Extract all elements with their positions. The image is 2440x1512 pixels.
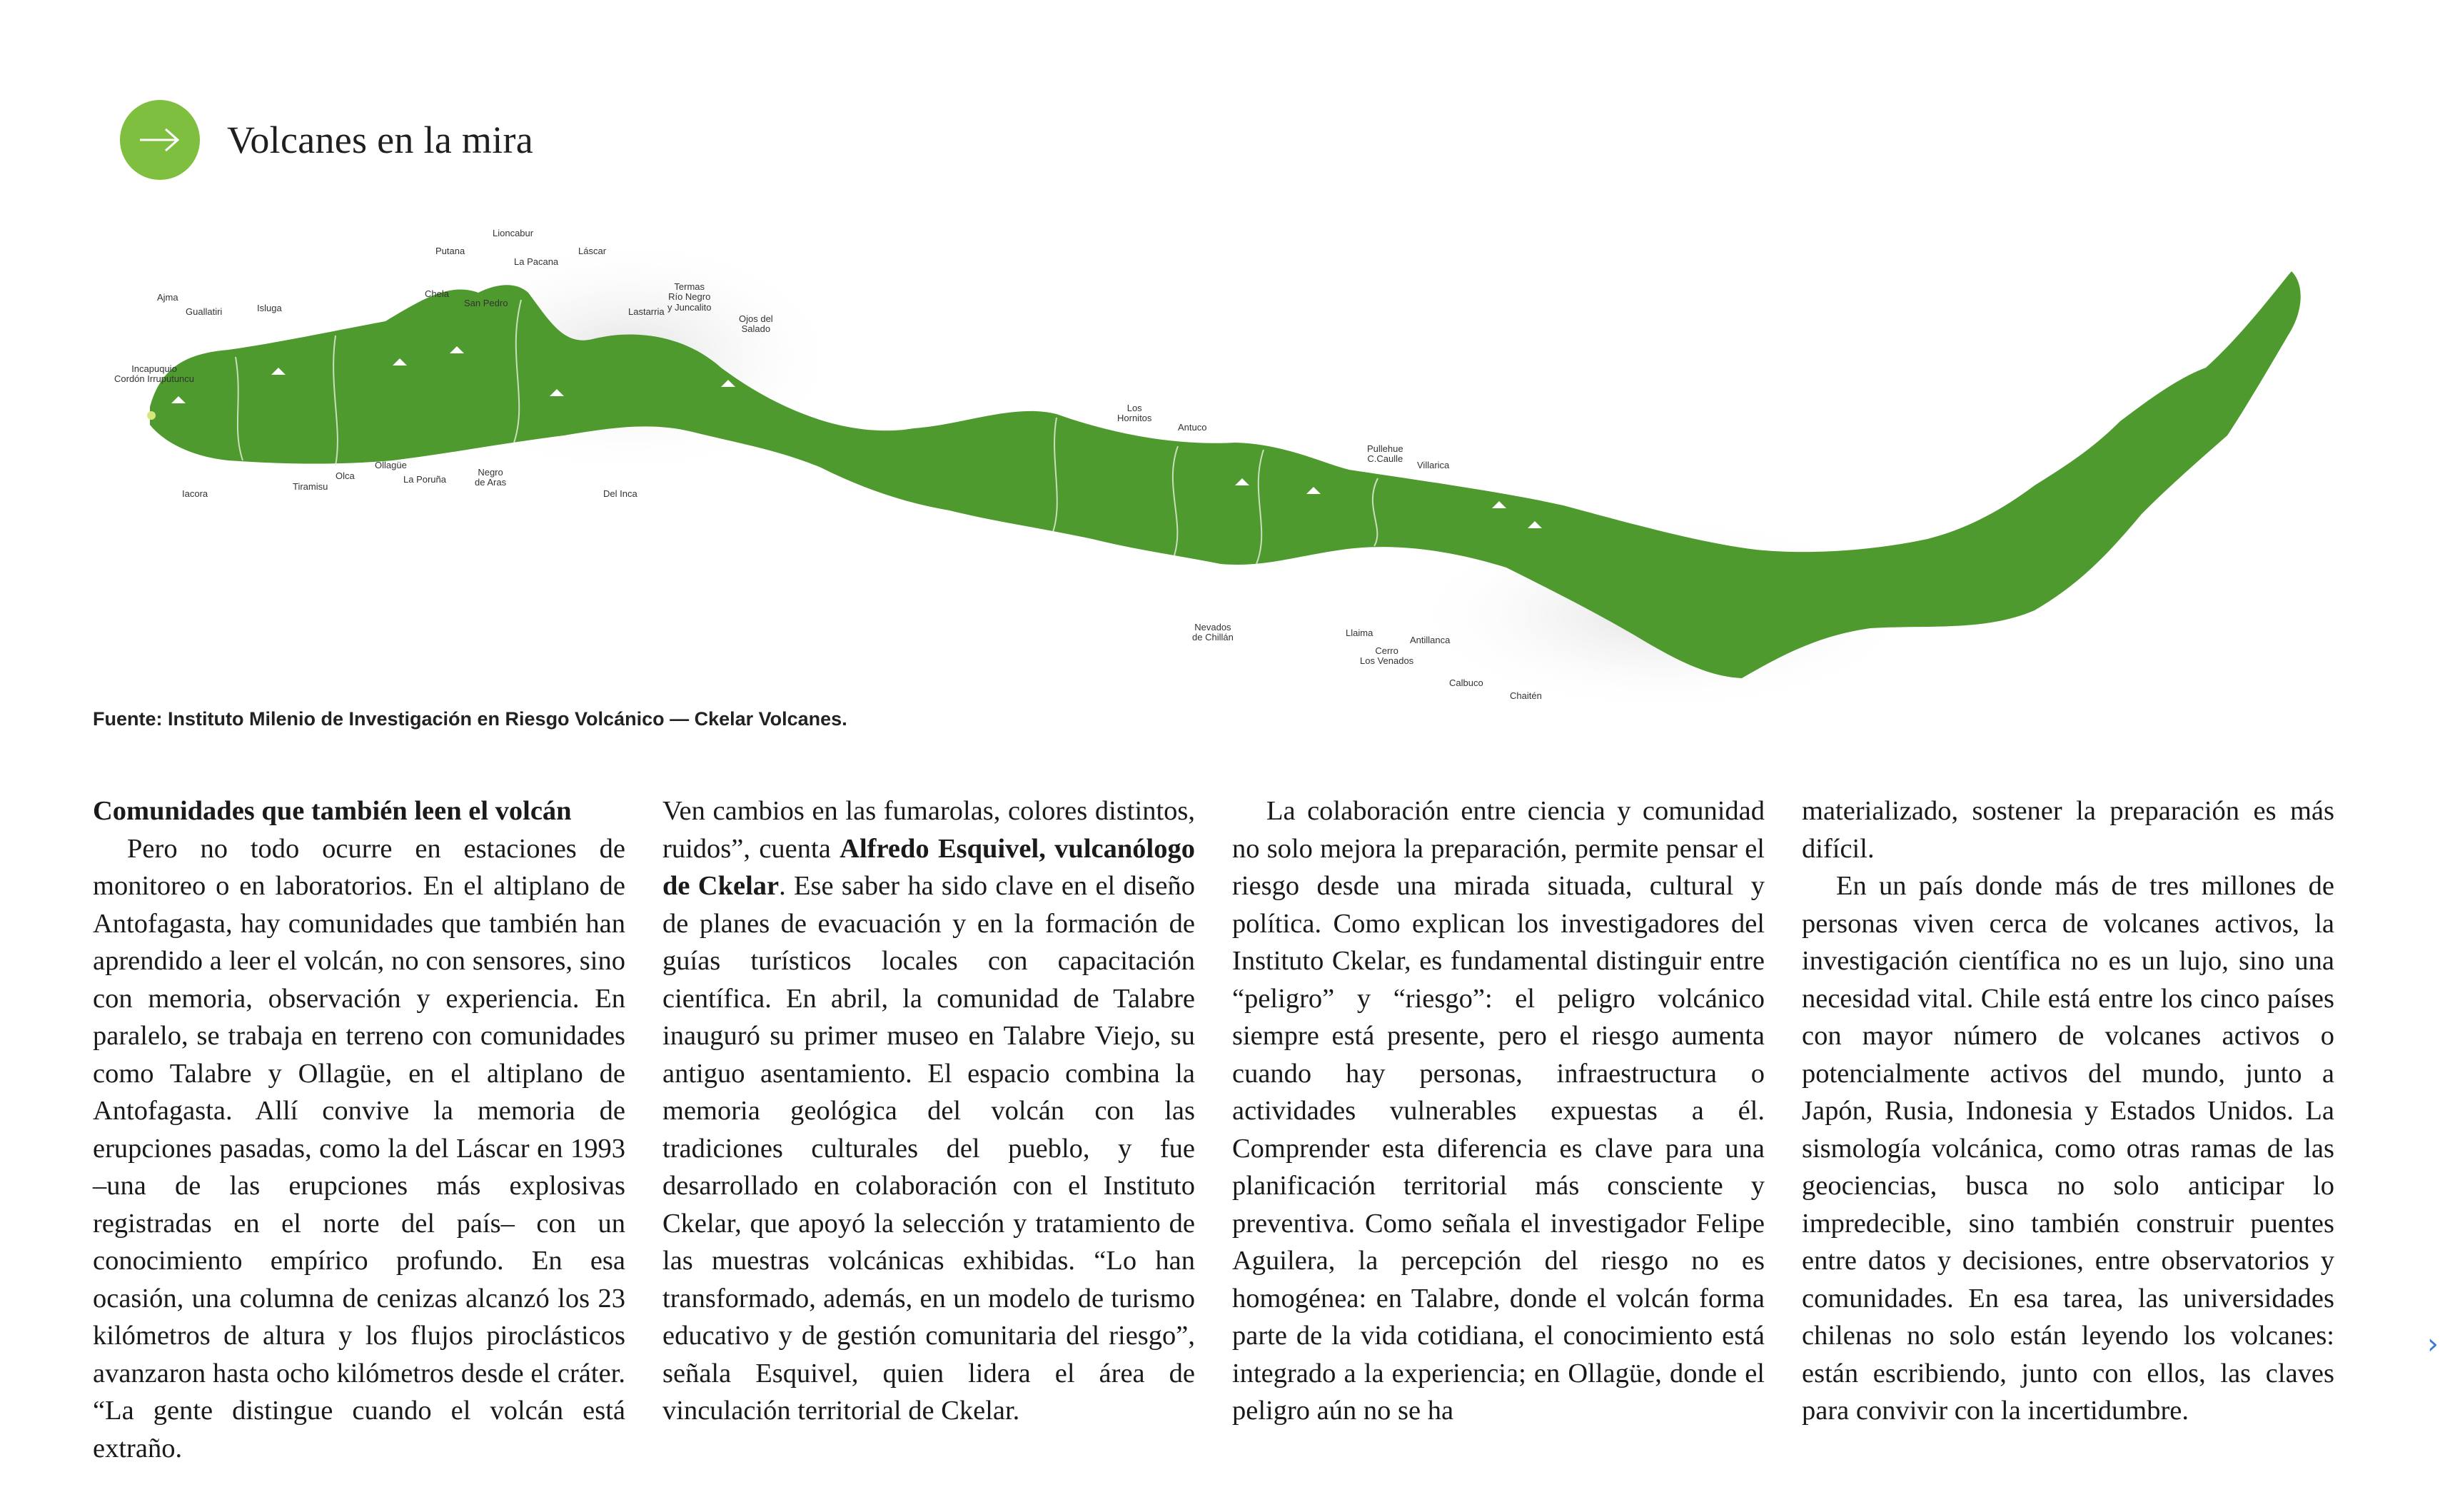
volcano-label: Cerro Los Venados [1360, 645, 1414, 667]
volcano-label: Olca [336, 470, 355, 481]
article-column-2 [662, 792, 1195, 1430]
volcano-label: Pullehue C.Caulle [1367, 443, 1403, 465]
volcano-label: San Pedro [464, 298, 508, 308]
volcano-label: Negro de Aras [475, 467, 507, 488]
volcano-label: Nevados de Chillán [1192, 622, 1234, 643]
volcano-label: Chaitén [1510, 690, 1542, 701]
volcano-label: Calbuco [1449, 677, 1483, 688]
volcano-label: Chela [425, 288, 449, 299]
volcano-label: La Poruña [403, 474, 446, 485]
article-column-3 [1232, 792, 1765, 1430]
body-text: Ven cambios en las fumarolas, colores distintos, ruidos”, cuenta [662, 796, 1195, 864]
volcano-label: Láscar [578, 246, 607, 256]
volcano-label: Tiramisu [293, 481, 328, 492]
volcano-label: Lioncabur [493, 228, 534, 238]
page-title: Volcanes en la mira [227, 119, 534, 161]
volcano-label: Termas Río Negro y Juncalito [667, 281, 712, 313]
volcano-label: Del Inca [603, 488, 637, 499]
article-column-4 [1802, 792, 2334, 1430]
arrow-right-icon[interactable] [120, 100, 200, 180]
volcano-label: Ojos del Salado [739, 313, 773, 335]
map-source-credit: Fuente: Instituto Milenio de Investigación en Riesgo Volcánico — Ckelar Volcanes. [93, 708, 847, 730]
volcano-label: Iacora [182, 488, 208, 499]
volcano-label: Antillanca [1410, 635, 1451, 645]
volcano-label: Ajma [157, 292, 178, 303]
body-paragraph: Pero no todo ocurre en estaciones de monitoreo o en laboratorios. En el altiplano de Antofagasta, hay comunidades que también han aprendido a leer el volcán, no con sensores, sino con memoria, observación y experiencia. En paralelo, se trabaja en terreno con comunidades como Talabre y Ollagüe, en el altiplano de Antofagasta. Allí convive la memoria de erupciones pasadas, como la del Láscar en 1993 –una de las erupciones más explosivas registradas en el norte del país– con un conocimiento empírico profundo. En esa ocasión, una columna de cenizas alcanzó los 23 kilómetros de altura y los flujos piroclásticos avanzaron hasta ocho kilómetros desde el cráter. “La gente distingue cuando el volcán está extraño. [93, 833, 625, 1463]
volcano-label: Los Hornitos [1117, 403, 1152, 424]
volcano-label: Isluga [257, 303, 282, 313]
body-paragraph [662, 792, 1195, 1430]
volcano-label: La Pacana [514, 256, 559, 267]
chile-volcano-map [93, 214, 2320, 714]
chile-landmass [150, 271, 2301, 678]
article-column-1 [93, 792, 625, 1467]
body-text: . Ese saber ha sido clave en el diseño de planes de evacuación y en la formación de guías turísticos locales con capacitación científica. En abril, la comunidad de Talabre inauguró su primer museo en Talabre Viejo, su antiguo asentamiento. El espacio combina la memoria geológica del volcán con las tradiciones culturales del pueblo, y fue desarrollado en colaboración con el Instituto Ckelar, que apoyó la selección y tratamiento de las muestras volcánicas exhibidas. “Lo han transformado, además, en un modelo de turismo educativo y de gestión comunitaria del riesgo”, señala Esquivel, quien lidera el área de vinculación territorial de Ckelar. [662, 871, 1196, 1426]
volcano-label: Ollagüe [375, 460, 407, 470]
section-header [120, 100, 533, 180]
volcano-label: Guallatiri [186, 306, 223, 317]
volcano-label: Llaima [1346, 628, 1373, 638]
next-page-chevron-icon[interactable]: › [2427, 1328, 2439, 1361]
volcano-label: Villarica [1417, 460, 1450, 470]
section-subheading: Comunidades que también leen el volcán [93, 796, 572, 826]
volcano-label: Putana [435, 246, 465, 256]
quoted-expert-name: Alfredo Esquivel, vulcanólogo de Ckelar [662, 833, 1195, 901]
body-paragraph: materializado, sostener la preparación es más difícil. [1802, 796, 2334, 864]
volcano-label: Lastarria [628, 306, 665, 317]
volcano-label: Antuco [1178, 422, 1207, 433]
body-paragraph: La colaboración entre ciencia y comunidad no solo mejora la preparación, permite pensar el riesgo desde una mirada situada, cultural y política. Como explican los investigadores del Instituto Ckelar, es fundamental distinguir entre “peligro” y “riesgo”: el peligro volcánico siempre está presente, pero el riesgo aumenta cuando hay personas, infraestructura o actividades vulnerables expuestas a él. Comprender esta diferencia es clave para una planificación territorial más consciente y preventiva. Como señala el investigador Felipe Aguilera, la percepción del riesgo no es homogénea: en Talabre, donde el volcán forma parte de la vida cotidiana, el conocimiento está integrado a la experiencia; en Ollagüe, donde el peligro aún no se ha [1232, 796, 1765, 1426]
body-paragraph: En un país donde más de tres millones de personas viven cerca de volcanes activos, la investigación científica no es un lujo, sino una necesidad vital. Chile está entre los cinco países con mayor número de volcanes activos o potencialmente activos del mundo, junto a Japón, Rusia, Indonesia y Estados Unidos. La sismología volcánica, como otras ramas de las geociencias, busca no solo anticipar lo impredecible, sino también construir puentes entre datos y decisiones, entre observatorios y comunidades. En esa tarea, las universidades chilenas no solo están leyendo los volcanes: están escribiendo, junto con ellos, las claves para convivir con la incertidumbre. [1802, 871, 2334, 1426]
volcano-label: Incapuquio Cordón Irruputuncu [114, 363, 195, 385]
